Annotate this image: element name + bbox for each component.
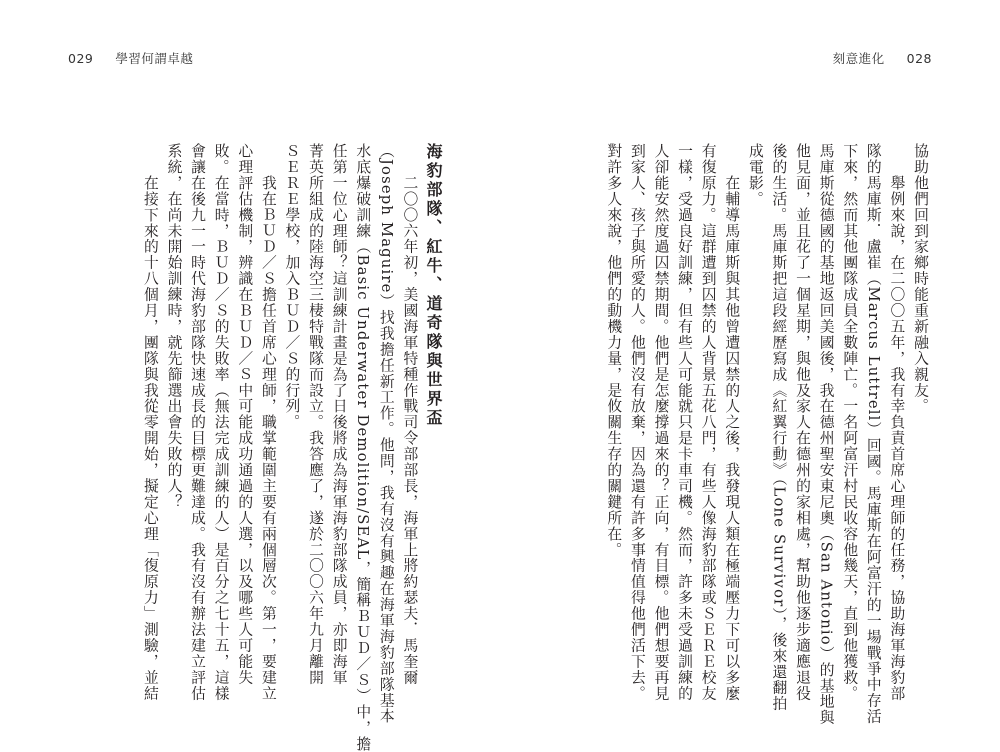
left-running-title: 學習何謂卓越 xyxy=(115,51,194,66)
text-column: 我在ＢＵＤ／Ｓ擔任首席心理師，職掌範圍主要有兩個層次。第一，要建立 xyxy=(259,143,277,702)
text-column: 菁英所組成的陸海空三棲特戰隊而設立。我答應了，遂於二〇〇六年九月離開 xyxy=(307,143,325,686)
left-page-header xyxy=(68,49,215,67)
right-page-header xyxy=(811,49,932,67)
text-column: 對許多人來說，他們的動機力量，是攸關生存的關鍵所在。 xyxy=(605,143,623,558)
text-column: 到家人、孩子與所愛的人。他們沒有放棄，因為還有許多事情值得他們活下去。 xyxy=(628,143,646,702)
text-column: 在輔導馬庫斯與其他曾遭囚禁的人之後，我發現人類在極端壓力下可以多麼 xyxy=(723,143,741,702)
section-heading: 海豹部隊、紅牛、道奇隊與世界盃 xyxy=(424,143,443,428)
text-column: 一樣，受過良好訓練，但有些人可能就只是卡車司機。然而，許多未受過訓練的 xyxy=(676,143,694,702)
text-column: 心理評估機制，辨識在ＢＵＤ／Ｓ中可能成功通過的人選，以及哪些人可能失 xyxy=(236,143,254,686)
text-column: 後的生活。馬庫斯把這段經歷寫成《紅翼行動》（Lone Survivor），後來還翻拍 xyxy=(770,143,788,712)
text-column: 水底爆破訓練（Basic Underwater Demolition/SEAL，簡稱ＢＵＤ／Ｓ）中，擔 xyxy=(354,143,372,752)
text-column: 系統，在尚未開始訓練時，就先篩選出會失敗的人？ xyxy=(165,143,183,510)
left-page-number: 029 xyxy=(68,51,94,66)
left-page-body xyxy=(85,143,445,752)
text-column: 敗。在當時，ＢＵＤ／Ｓ的失敗率（無法完成訓練的人）是百分之七十五，這樣 xyxy=(212,143,230,702)
right-page-body xyxy=(570,143,932,726)
text-column: 有復原力。這群遭到囚禁的人背景五花八門，有些人像海豹部隊或ＳＥＲＥ校友 xyxy=(699,143,717,702)
text-column: 協助他們回到家鄉時能重新融入親友。 xyxy=(912,143,929,415)
text-column: 任第一位心理師？這訓練計畫是為了日後將成為海軍海豹部隊成員，亦即海軍 xyxy=(330,143,348,686)
text-column: 在接下來的十八個月，團隊與我從零開始，擬定心理「復原力」測驗，並結 xyxy=(141,143,159,702)
text-column: 成電影。 xyxy=(746,143,764,207)
right-page-number: 028 xyxy=(906,51,932,66)
text-column: 隊的馬庫斯．盧崔（Marcus Luttrell）回國。馬庫斯在阿富汗的一場戰爭中存活 xyxy=(864,143,882,725)
text-column: 他見面，並且花了一個星期，與他及家人在德州的家相處，幫助他逐步適應退役 xyxy=(794,143,812,702)
text-column: 會讓在後九一一時代海豹部隊快速成長的目標更難達成。我有沒有辦法建立評估 xyxy=(189,143,207,702)
text-column: ＳＥＲＥ學校，加入ＢＵＤ／Ｓ的行列。 xyxy=(283,143,301,431)
text-column: 二〇〇六年初，美國海軍特種作戰司令部部長，海軍上將約瑟夫．馬奎爾 xyxy=(401,143,419,686)
text-column: 人卻能安然度過囚禁期間。他們是怎麼撐過來的？正向，有目標。他們想要再見 xyxy=(652,143,670,702)
text-column: 下來，然而其他團隊成員全數陣亡。一名阿富汗村民收容他幾天，直到他獲救。 xyxy=(841,143,859,702)
right-running-title: 刻意進化 xyxy=(832,51,885,66)
text-column: 舉例來說，在二〇〇五年，我有幸負責首席心理師的任務，協助海軍海豹部 xyxy=(888,143,906,702)
text-column: （Joseph Maguire）找我擔任新工作。他問，我有沒有興趣在海軍海豹部隊基本 xyxy=(377,143,395,725)
text-column: 馬庫斯從德國的基地返回美國後，我在德州聖安東尼奧（San Antonio）的基地與 xyxy=(817,143,835,726)
